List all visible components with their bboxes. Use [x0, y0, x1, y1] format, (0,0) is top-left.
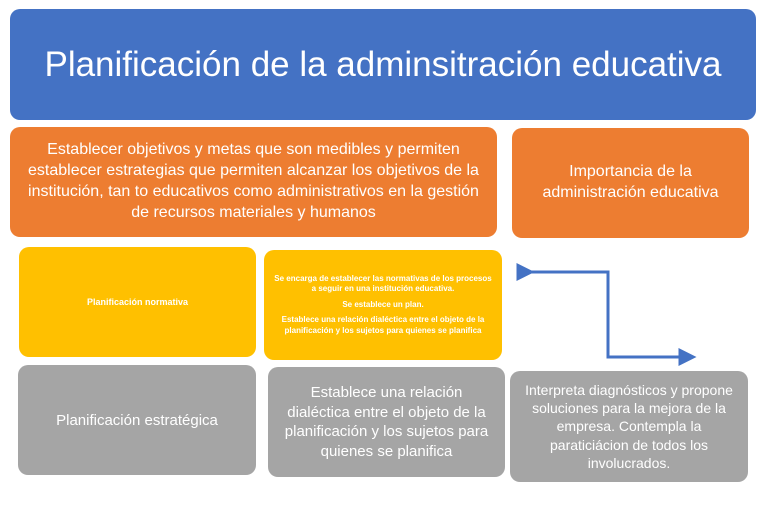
- strategic-planning-label: Planificación estratégica: [56, 411, 218, 429]
- strategic-description-text: Establece una relación dialéctica entre el objeto de la planificación y los sujetos para quienes se planifica: [284, 384, 489, 460]
- diagram-title: Planificación de la adminsitración educativa: [44, 44, 722, 84]
- normative-line-2: Se establece un plan.: [342, 299, 424, 309]
- normative-line-3: Establece una relación dialéctica entre el objeto de la planificación y los sujetos para quienes se planifica: [281, 315, 485, 335]
- objectives-text: Establecer objetivos y metas que son medibles y permiten establecer estrategias que permiten alcanzar los objetivos de la institución, tan to educativos como administrativos en la gestión de recursos materiales y humanos: [28, 141, 479, 221]
- importance-text: Importancia de la administración educativa: [542, 163, 719, 201]
- strategic-extra-text: Interpreta diagnósticos y propone soluciones para la mejora de la empresa. Contempla la paraticiácion de todos los involucrados.: [525, 382, 733, 471]
- normative-planning-label: Planificación normativa: [86, 297, 189, 307]
- normative-line-1: Se encarga de establecer las normativas de los procesos a seguir en una institución educativa.: [274, 274, 492, 294]
